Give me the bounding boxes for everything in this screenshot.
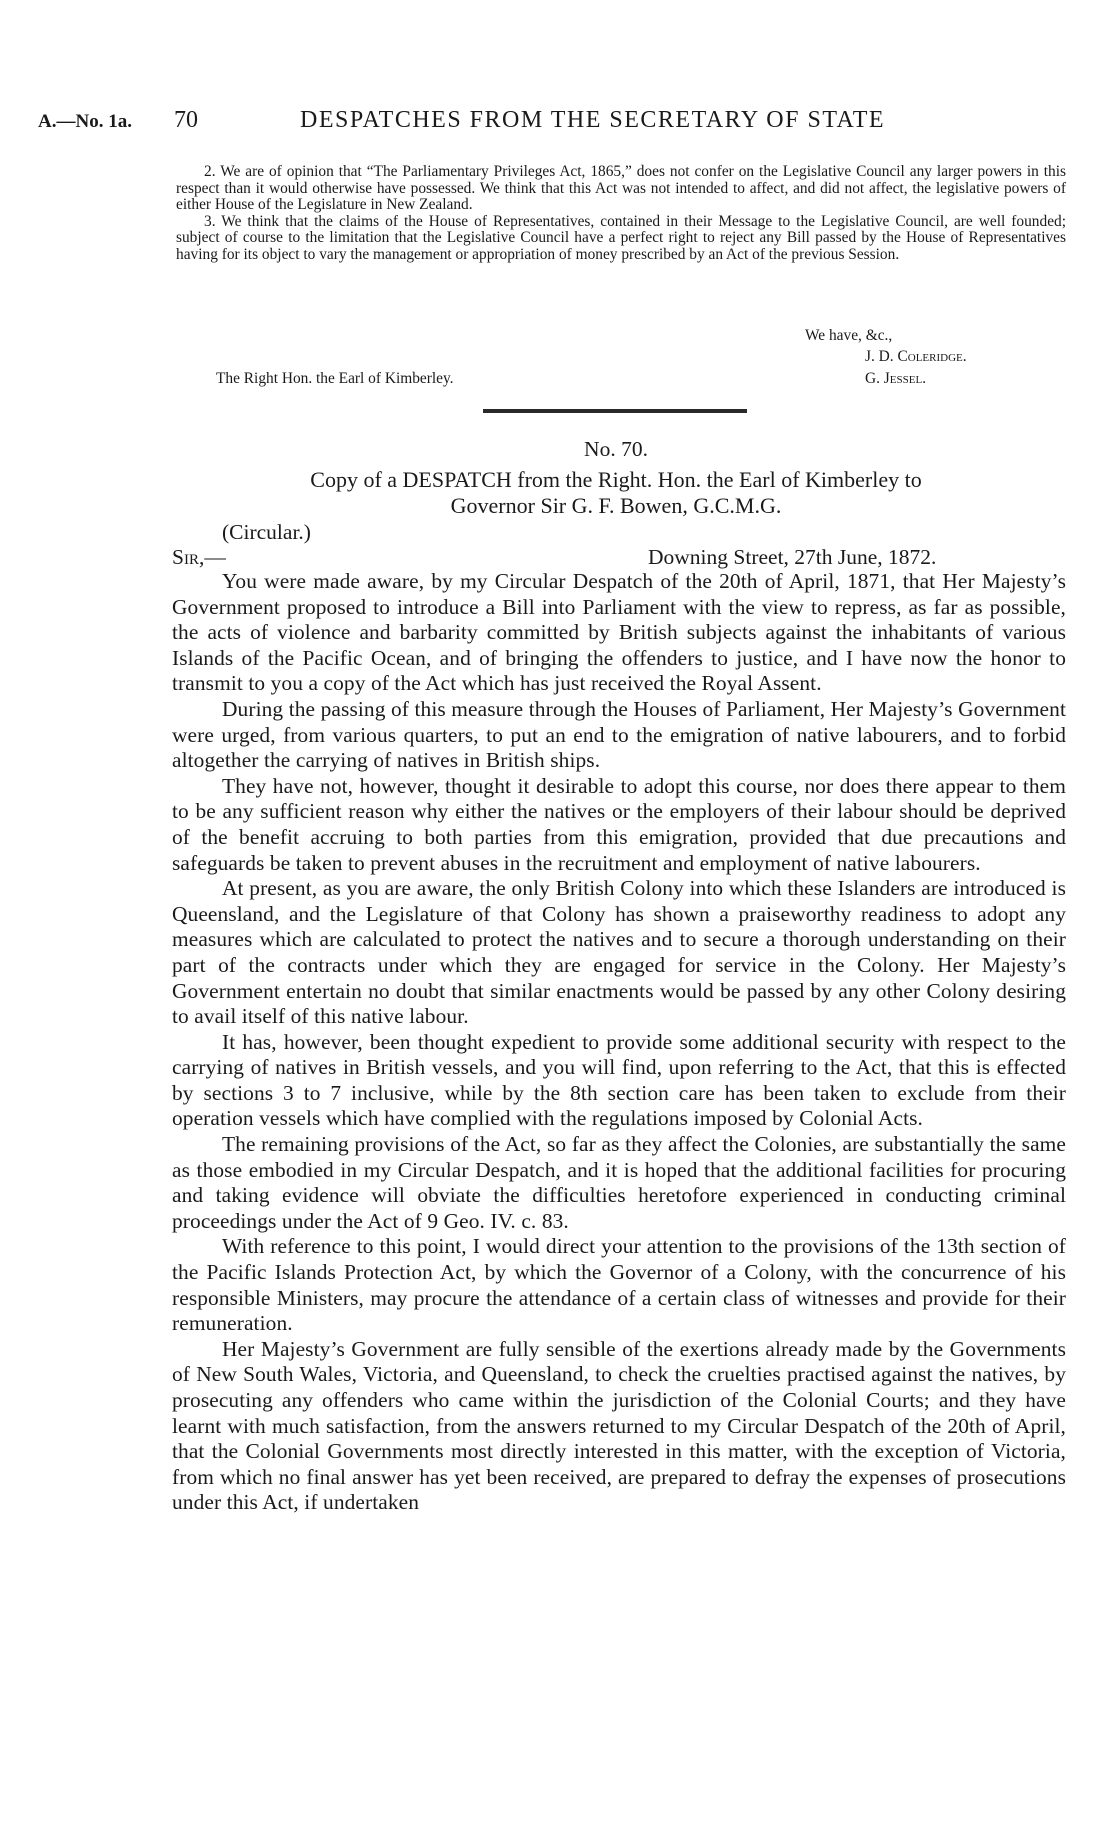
body-paragraph-6: The remaining provisions of the Act, so far as they affect the Colonies, are substantially the same as those embodied in my Circular Despatch, and it is hoped that the additional facilities for procuring and taking evidence will obviate the difficulties heretofore experienced in conducting criminal proceedings under the Act of 9 Geo. IV. c. 83.	[172, 1132, 1066, 1233]
despatch-number: No. 70.	[584, 437, 648, 461]
body-paragraph-1: You were made aware, by my Circular Despatch of the 20th of April, 1871, that Her Majesty’s Government proposed to introduce a Bill into Parliament with the view to repress, as far as possible, the acts of violence and barbarity committed by British subjects against the inhabitants of various Islands of the Pacific Ocean, and of bringing the offenders to justice, and I have now the honor to transmit to you a copy of the Act which has just received the Royal Assent.	[172, 569, 1066, 696]
place-and-date: Downing Street, 27th June, 1872.	[648, 545, 937, 569]
body-paragraph-3: They have not, however, thought it desirable to adopt this course, nor does there appear to them to be any sufficient reason why either the natives or the employers of their labour should be deprived of the benefit accruing to both parties from this emigration, provided that due precautions and safeguards be taken to prevent abuses in the recruitment and employment of native labourers.	[172, 773, 1066, 875]
document-reference: A.—No. 1a.	[38, 111, 132, 132]
opinion-paragraphs	[176, 164, 1066, 264]
running-title: DESPATCHES FROM THE SECRETARY OF STATE	[300, 107, 886, 133]
body-paragraph-7: With reference to this point, I would direct your attention to the provisions of the 13th section of the Pacific Islands Protection Act, by which the Governor of a Colony, with the concurrence of his responsible Ministers, may procure the attendance of a certain class of witnesses and provide for their remuneration.	[172, 1234, 1066, 1336]
body-paragraph-5: It has, however, been thought expedient to provide some additional security with respect to the carrying of natives in British vessels, and you will find, upon referring to the Act, that this is effected by sections 3 to 7 inclusive, while by the 8th section care has been taken to exclude from their operation vessels which have complied with the regulations imposed by Colonial Acts.	[172, 1029, 1066, 1131]
despatch-body	[172, 569, 1066, 1516]
page-header	[38, 107, 1078, 137]
opinion-addressee: The Right Hon. the Earl of Kimberley.	[216, 370, 454, 387]
body-paragraph-2: During the passing of this measure through the Houses of Parliament, Her Majesty’s Government were urged, from various quarters, to put an end to the emigration of native labourers, and to forbid altogether the carrying of natives in British ships.	[172, 696, 1066, 773]
section-divider	[483, 409, 747, 413]
despatch-title-line-2: Governor Sir G. F. Bowen, G.C.M.G.	[450, 493, 782, 518]
body-paragraph-4: At present, as you are aware, the only British Colony into which these Islanders are introduced is Queensland, and the Legislature of that Colony has shown a praiseworthy readiness to adopt any measures which are calculated to protect the natives and to secure a thorough understanding on their part of the contracts under which they are engaged for service in the Colony. Her Majesty’s Government entertain no doubt that similar enactments would be passed by any other Colony desiring to avail itself of this native labour.	[172, 876, 1066, 1029]
opinion-paragraph-3: 3. We think that the claims of the House of Representatives, contained in their Message to the Legislative Council, are well founded; subject of course to the limitation that the Legislative Council have a perfect right to reject any Bill passed by the House of Representatives having for its object to vary the management or appropriation of money prescribed by an Act of the previous Session.	[176, 212, 1066, 263]
salutation: Sir,—	[172, 545, 226, 569]
signatory-coleridge: J. D. Coleridge.	[865, 348, 967, 365]
circular-label: (Circular.)	[222, 520, 311, 544]
opinion-paragraph-2: 2. We are of opinion that “The Parliamentary Privileges Act, 1865,” does not confer on the Legislative Council any larger powers in this respect than it would otherwise have possessed. We think that this Act was not intended to affect, and did not affect, the legislative powers of either House of the Legislature in New Zealand.	[176, 163, 1066, 214]
page-number: 70	[174, 107, 198, 133]
body-paragraph-8: Her Majesty’s Government are fully sensible of the exertions already made by the Governments of New South Wales, Victoria, and Queensland, to check the cruelties practised against the natives, by prosecuting any offenders who came within the jurisdiction of the Colonial Courts; and they have learnt with much satisfaction, from the answers returned to my Circular Despatch of the 20th of April, that the Colonial Governments most directly interested in this matter, with the exception of Victoria, from which no final answer has yet been received, are prepared to defray the expenses of prosecutions under this Act, if undertaken	[172, 1336, 1066, 1515]
despatch-title-line-1: Copy of a DESPATCH from the Right. Hon. the Earl of Kimberley to	[310, 467, 922, 492]
closing-formula: We have, &c.,	[805, 327, 893, 344]
signatory-jessel: G. Jessel.	[865, 370, 927, 387]
